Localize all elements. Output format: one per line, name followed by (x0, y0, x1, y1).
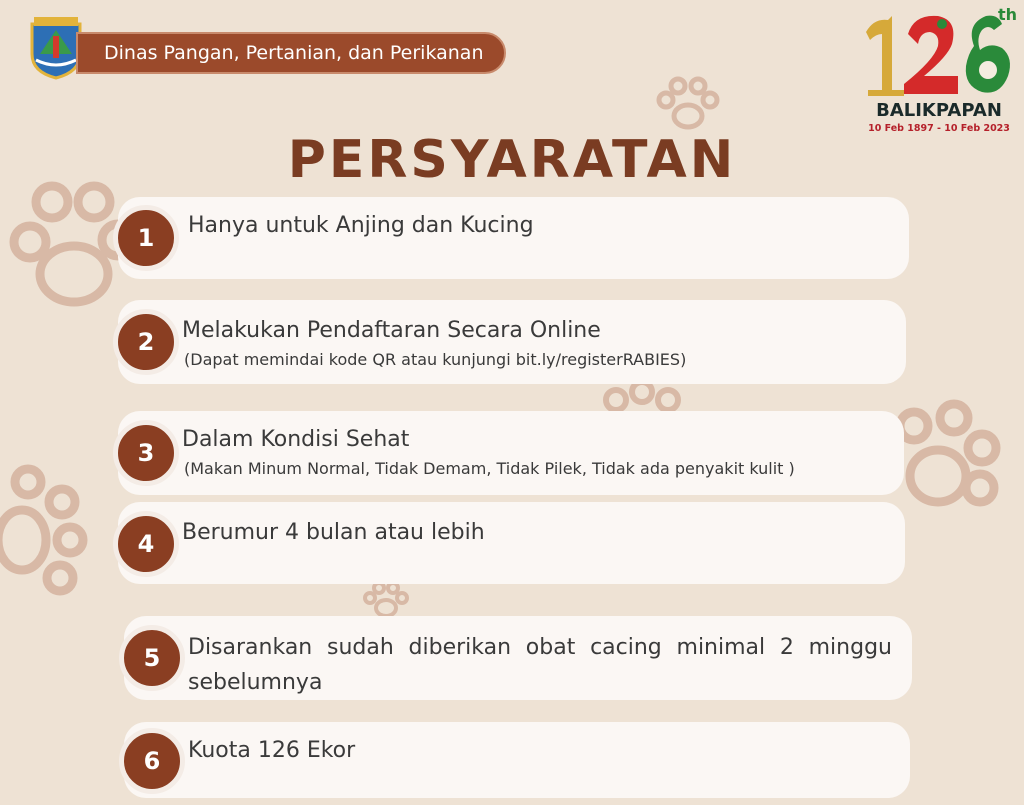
requirement-text: Dalam Kondisi Sehat (182, 427, 410, 452)
requirement-number-badge: 4 (113, 511, 179, 577)
requirement-number-badge: 2 (113, 309, 179, 375)
requirement-text: Melakukan Pendaftaran Secara Online (182, 318, 601, 343)
page-title: PERSYARATAN (287, 130, 737, 190)
requirement-item-6 (124, 722, 910, 798)
requirement-text: Kuota 126 Ekor (188, 738, 356, 763)
requirement-text: Disarankan sudah diberikan obat cacing minimal 2 minggu sebelumnya (188, 635, 892, 695)
requirement-number-badge: 3 (113, 420, 179, 486)
requirement-item-4 (118, 502, 905, 584)
requirement-number-badge: 1 (113, 205, 179, 271)
agency-name-banner: Dinas Pangan, Pertanian, dan Perikanan (76, 32, 506, 74)
requirement-text: Hanya untuk Anjing dan Kucing (188, 213, 534, 238)
requirement-text: Berumur 4 bulan atau lebih (182, 520, 485, 545)
anniversary-city: BALIKPAPAN (876, 100, 1002, 121)
requirement-item-2 (118, 300, 906, 384)
requirement-note: (Dapat memindai kode QR atau kunjungi bit.ly/registerRABIES) (184, 350, 687, 369)
requirement-number-badge: 5 (119, 625, 185, 691)
requirement-item-1 (118, 197, 909, 279)
requirement-number-badge: 6 (119, 728, 185, 794)
requirement-item-3 (118, 411, 904, 495)
requirement-item-5 (124, 616, 912, 700)
anniversary-suffix: th (998, 5, 1018, 24)
anniversary-dates: 10 Feb 1897 - 10 Feb 2023 (868, 123, 1010, 134)
requirement-note: (Makan Minum Normal, Tidak Demam, Tidak Pilek, Tidak ada penyakit kulit ) (184, 459, 795, 478)
